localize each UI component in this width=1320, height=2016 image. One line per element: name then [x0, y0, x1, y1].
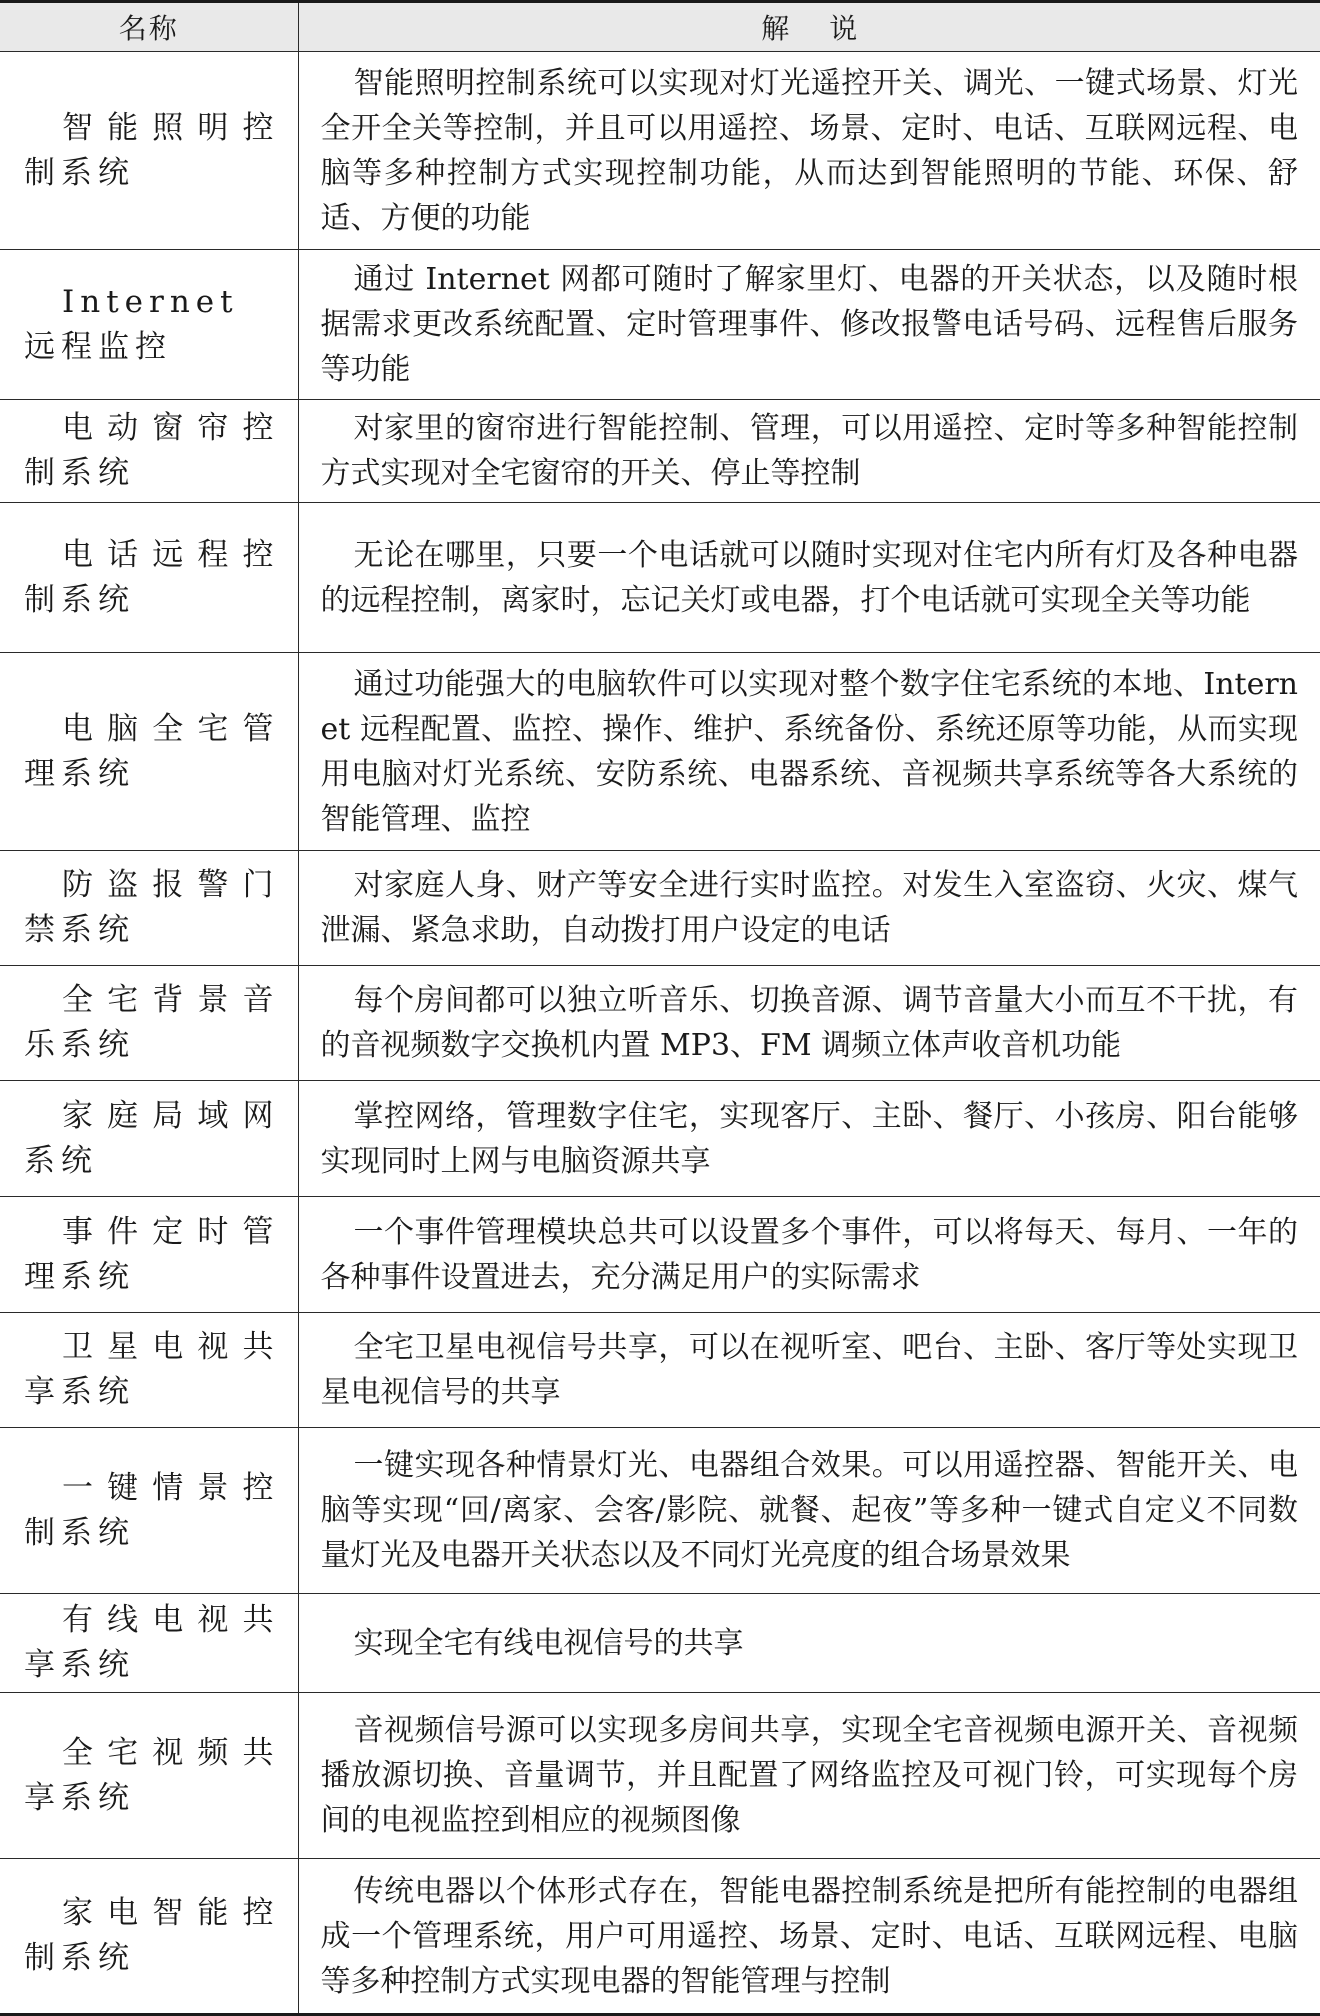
row-description: 通过功能强大的电脑软件可以实现对整个数字住宅系统的本地、Internet 远程配置、监控、操作、维护、系统备份、系统还原等功能，从而实现用电脑对灯光系统、安防系统、电器系统、音视频共享系统等各大系统的智能管理、监控 — [320, 666, 1298, 837]
row-description: 每个房间都可以独立听音乐、切换音源、调节音量大小而互不干扰，有的音视频数字交换机内置 MP3、FM 调频立体声收音机功能 — [320, 983, 1298, 1063]
row-name-cell — [0, 400, 298, 503]
row-description-cell — [298, 1693, 1320, 1859]
table-row — [0, 1693, 1320, 1859]
row-name-cell — [0, 1859, 298, 2015]
row-description-cell — [298, 1081, 1320, 1197]
row-description-cell — [298, 1313, 1320, 1428]
row-description-cell — [298, 966, 1320, 1081]
row-description: 智能照明控制系统可以实现对灯光遥控开关、调光、一键式场景、灯光全开全关等控制，并且可以用遥控、场景、定时、电话、互联网远程、电脑等多种控制方式实现控制功能，从而达到智能照明的节能、环保、舒适、方便的功能 — [320, 65, 1298, 236]
row-name-cell — [0, 1594, 298, 1693]
table-row — [0, 653, 1320, 851]
row-name-cell — [0, 851, 298, 966]
row-name: 全宅视频共享系统 — [24, 1734, 280, 1816]
table-row — [0, 851, 1320, 966]
row-name: 家庭局域网系统 — [24, 1097, 280, 1179]
table-row — [0, 1859, 1320, 2015]
row-name: 有线电视共享系统 — [24, 1602, 280, 1683]
row-name: 防盗报警门禁系统 — [24, 867, 280, 948]
row-name-cell — [0, 250, 298, 400]
row-description-cell — [298, 1428, 1320, 1594]
table-row — [0, 1197, 1320, 1313]
row-name: 事件定时管理系统 — [24, 1213, 280, 1295]
table-row — [0, 966, 1320, 1081]
table-row — [0, 1313, 1320, 1428]
row-name-cell — [0, 1428, 298, 1594]
table-row — [0, 1081, 1320, 1197]
row-description-cell — [298, 250, 1320, 400]
table-row — [0, 250, 1320, 400]
table-header-row — [0, 2, 1320, 52]
row-description: 通过 Internet 网都可随时了解家里灯、电器的开关状态，以及随时根据需求更改系统配置、定时管理事件、修改报警电话号码、远程售后服务等功能 — [320, 262, 1298, 387]
row-name: 全宅背景音乐系统 — [24, 982, 280, 1063]
row-description: 传统电器以个体形式存在，智能电器控制系统是把所有能控制的电器组成一个管理系统，用户可用遥控、场景、定时、电话、互联网远程、电脑等多种控制方式实现电器的智能管理与控制 — [320, 1873, 1298, 1999]
row-name: Internet 远程监控 — [24, 283, 239, 365]
row-description-cell — [298, 653, 1320, 851]
row-description: 全宅卫星电视信号共享，可以在视听室、吧台、主卧、客厅等处实现卫星电视信号的共享 — [320, 1330, 1298, 1410]
row-description: 音视频信号源可以实现多房间共享，实现全宅音视频电源开关、音视频播放源切换、音量调节，并且配置了网络监控及可视门铃，可实现每个房间的电视监控到相应的视频图像 — [320, 1713, 1298, 1838]
row-description: 对家庭人身、财产等安全进行实时监控。对发生入室盗窃、火灾、煤气泄漏、紧急求助，自动拨打用户设定的电话 — [320, 868, 1298, 948]
row-name-cell — [0, 503, 298, 653]
row-description-cell — [298, 400, 1320, 503]
table-row — [0, 503, 1320, 653]
row-name: 电动窗帘控制系统 — [24, 410, 280, 491]
row-description-cell — [298, 1859, 1320, 2015]
row-description-cell — [298, 52, 1320, 250]
column-header-description — [298, 2, 1320, 52]
row-description-cell — [298, 1594, 1320, 1693]
row-name-cell — [0, 1197, 298, 1313]
row-name-cell — [0, 52, 298, 250]
table-row — [0, 1428, 1320, 1594]
row-name-cell — [0, 653, 298, 851]
row-description: 一个事件管理模块总共可以设置多个事件，可以将每天、每月、一年的各种事件设置进去，充分满足用户的实际需求 — [320, 1214, 1298, 1295]
row-name-cell — [0, 966, 298, 1081]
column-header-name — [0, 2, 298, 52]
row-name: 一键情景控制系统 — [24, 1469, 280, 1551]
row-name: 电话远程控制系统 — [24, 536, 280, 618]
row-description: 实现全宅有线电视信号的共享 — [353, 1625, 744, 1661]
row-name-cell — [0, 1693, 298, 1859]
column-header-description-text: 解说 — [761, 12, 898, 45]
row-name-cell — [0, 1081, 298, 1197]
row-name: 智能照明控制系统 — [24, 109, 280, 191]
row-name: 卫星电视共享系统 — [24, 1329, 280, 1410]
row-description-cell — [298, 1197, 1320, 1313]
row-description: 对家里的窗帘进行智能控制、管理，可以用遥控、定时等多种智能控制方式实现对全宅窗帘的开关、停止等控制 — [320, 411, 1298, 491]
row-name-cell — [0, 1313, 298, 1428]
row-name: 家电智能控制系统 — [24, 1895, 280, 1976]
row-name: 电脑全宅管理系统 — [24, 710, 280, 792]
row-description-cell — [298, 503, 1320, 653]
row-description: 掌控网络，管理数字住宅，实现客厅、主卧、餐厅、小孩房、阳台能够实现同时上网与电脑资源共享 — [320, 1098, 1298, 1179]
table-row — [0, 1594, 1320, 1693]
row-description: 无论在哪里，只要一个电话就可以随时实现对住宅内所有灯及各种电器的远程控制，离家时，忘记关灯或电器，打个电话就可实现全关等功能 — [320, 537, 1298, 618]
column-header-name-text: 名称 — [118, 12, 179, 45]
row-description-cell — [298, 851, 1320, 966]
row-description: 一键实现各种情景灯光、电器组合效果。可以用遥控器、智能开关、电脑等实现“回/离家、会客/影院、就餐、起夜”等多种一键式自定义不同数量灯光及电器开关状态以及不同灯光亮度的组合场景效果 — [320, 1448, 1298, 1573]
table-row — [0, 52, 1320, 250]
table-row — [0, 400, 1320, 503]
